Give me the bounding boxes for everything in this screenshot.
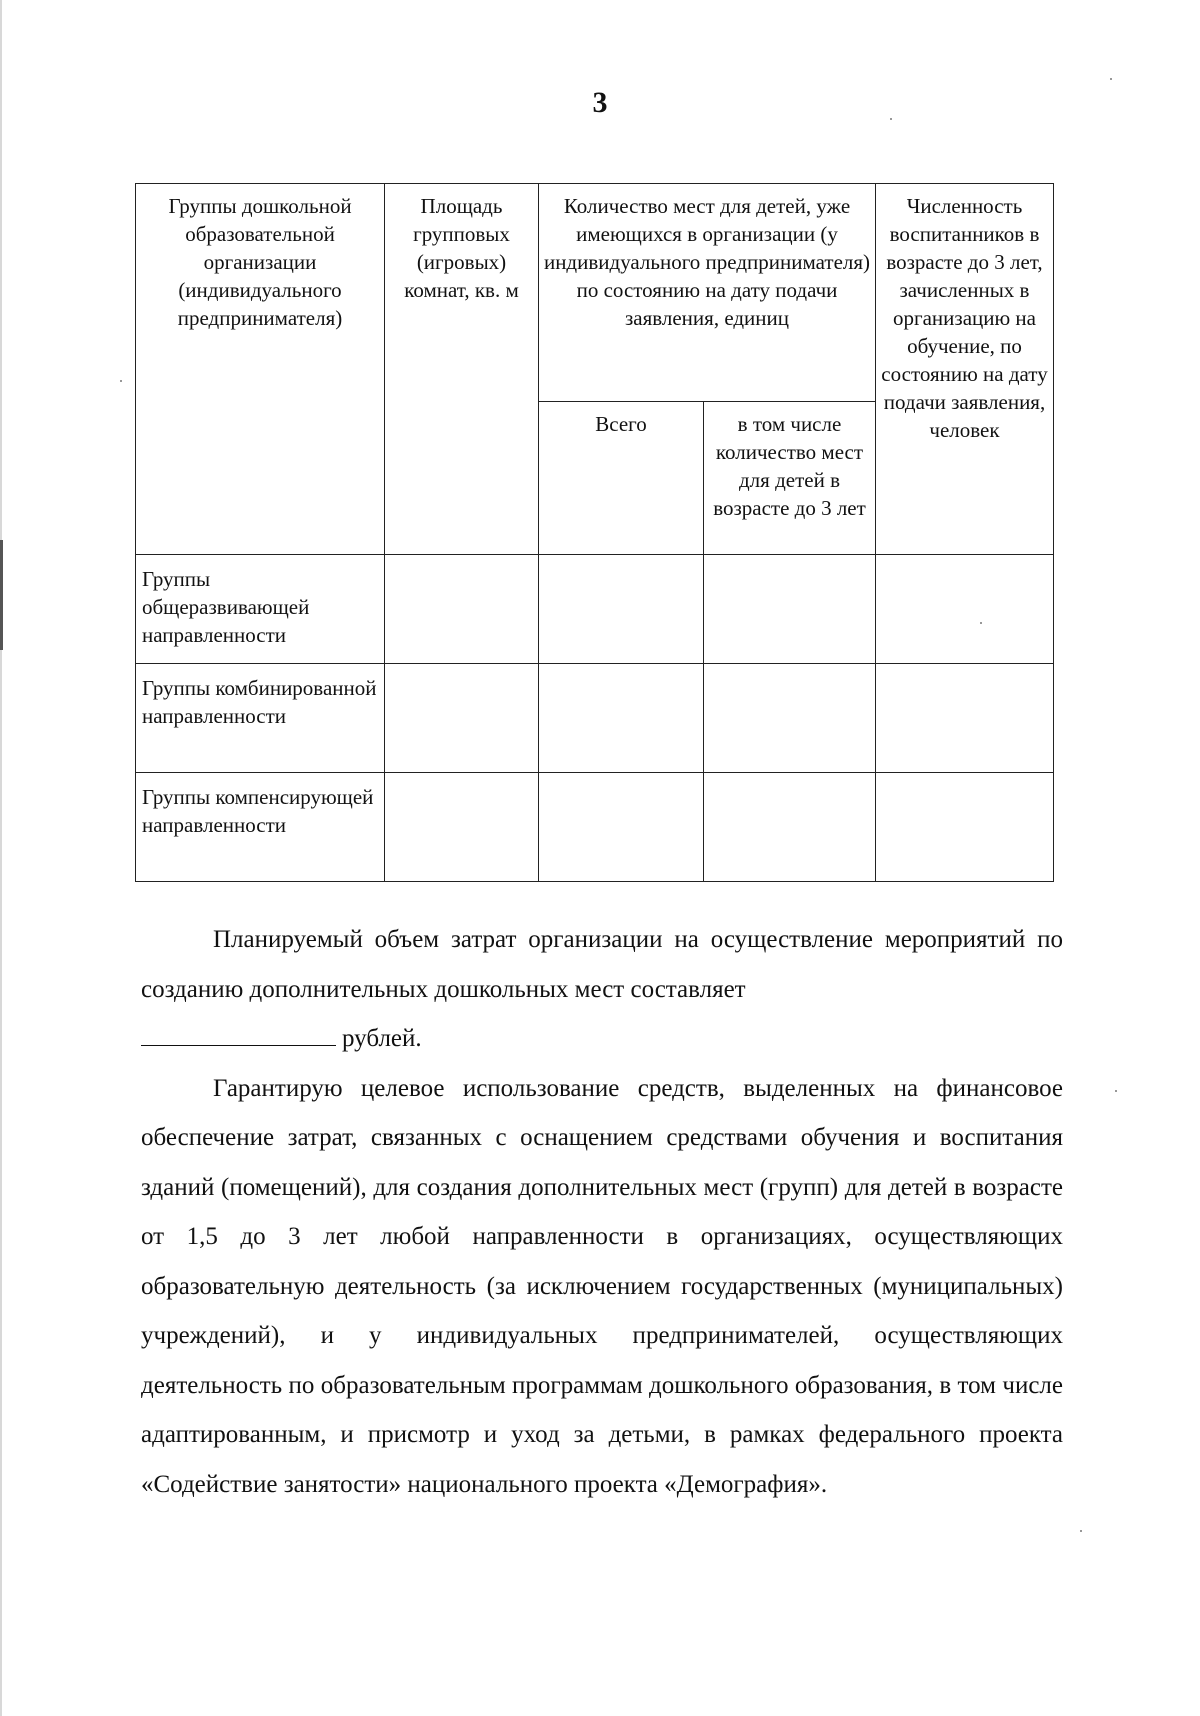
scan-mark [0, 540, 3, 650]
currency-label: рублей. [342, 1025, 422, 1052]
table-row [136, 773, 1054, 882]
table-row [136, 664, 1054, 773]
header-pupils: Численность воспитанников в возрасте до 3 лет, зачисленных в организацию на обучение, по состоянию на дату подачи заявления, человек [876, 184, 1054, 555]
scan-speck [1110, 78, 1112, 80]
table-cell [876, 664, 1054, 773]
header-places-under3: в том числе количество мест для детей в возрасте до 3 лет [704, 402, 876, 555]
paragraph-planned-costs [141, 915, 1063, 1064]
table-row [136, 555, 1054, 664]
scan-speck [1080, 1530, 1082, 1532]
row-label: Группы комбинированной направленности [136, 664, 385, 773]
header-places: Количество мест для детей, уже имеющихся в организации (у индивидуального предпринимателя) по состоянию на дату подачи заявления, единиц [539, 184, 876, 402]
amount-line [141, 1014, 1063, 1064]
table-cell [539, 555, 704, 664]
table-cell [385, 555, 539, 664]
header-area: Площадь групповых (игровых) комнат, кв. м [385, 184, 539, 555]
table-cell [385, 773, 539, 882]
table-cell [704, 664, 876, 773]
page-number: 3 [592, 86, 608, 119]
body-text [141, 915, 1063, 1509]
header-places-total: Всего [539, 402, 704, 555]
table-cell [704, 773, 876, 882]
scan-speck [890, 118, 892, 120]
paragraph-guarantee: Гарантирую целевое использование средств, выделенных на финансовое обеспечение затрат, связанных с оснащением средствами обучения и воспитания зданий (помещений), для создания дополнительных мест (групп) для детей в возрасте от 1,5 до 3 лет любой направленности в организациях, осуществляющих образовательную деятельность (за исключением государственных (муниципальных) учреждений), и у индивидуальных предпринимателей, осуществляющих деятельность по образовательным программам дошкольного образования, в том числе адаптированным, и присмотр и уход за детьми, в рамках федерального проекта «Содействие занятости» национального проекта «Демография». [141, 1074, 1063, 1498]
table-cell [539, 773, 704, 882]
header-groups: Группы дошкольной образовательной организации (индивидуального предпринимателя) [136, 184, 385, 555]
amount-blank [141, 1044, 336, 1046]
scan-speck [980, 622, 982, 624]
scan-edge [0, 0, 2, 1716]
scan-speck [120, 380, 122, 382]
row-label: Группы компенсирующей направленности [136, 773, 385, 882]
row-label: Группы общеразвивающей направленности [136, 555, 385, 664]
table-cell [539, 664, 704, 773]
scan-speck [1115, 1090, 1117, 1092]
table-cell [704, 555, 876, 664]
table-cell [385, 664, 539, 773]
planned-costs-text: Планируемый объем затрат организации на осуществление мероприятий по созданию дополнительных дошкольных мест составляет [141, 926, 1063, 1003]
table-cell [876, 773, 1054, 882]
places-table [135, 183, 1054, 882]
table-cell [876, 555, 1054, 664]
